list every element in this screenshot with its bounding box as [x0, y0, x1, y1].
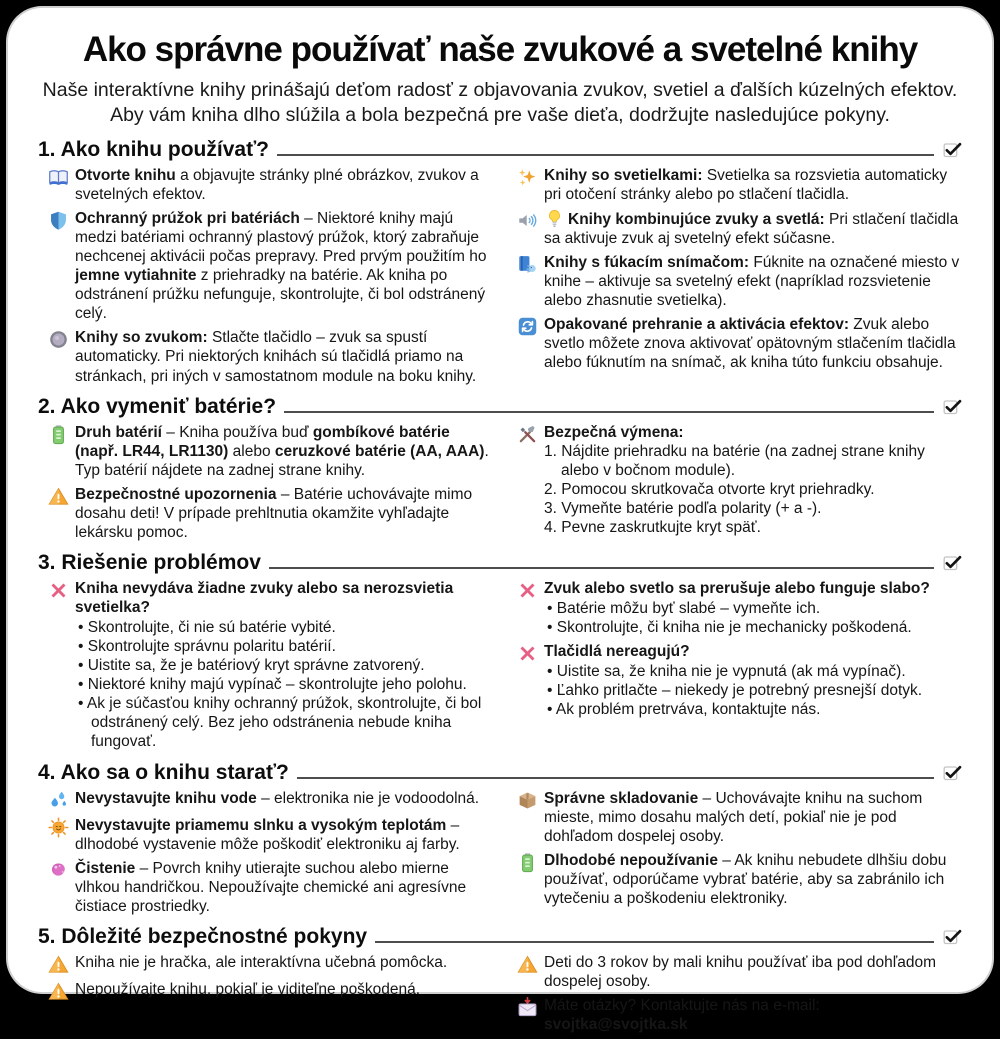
battery-icon: [517, 852, 538, 873]
item-text: Knihy kombinujúce zvuky a svetlá: Pri stlačení tlačidla sa aktivuje zvuk aj svetelný efekt súčasne.: [544, 211, 959, 248]
bullet-list: [544, 599, 962, 637]
instruction-item: [48, 423, 493, 480]
instruction-item: [517, 209, 962, 248]
instruction-item: [48, 209, 493, 323]
repeat-icon: [517, 316, 538, 337]
section-divider: [269, 551, 934, 569]
section-title: 2. Ako vymeniť batérie?: [38, 394, 277, 418]
checkbox-check-icon: [942, 396, 962, 416]
section-title: 5. Dôležité bezpečnostné pokyny: [38, 924, 368, 948]
section-divider: [297, 761, 934, 779]
section: [38, 925, 962, 1039]
column: [38, 166, 493, 391]
warning-icon: [48, 954, 69, 975]
instruction-item: [517, 953, 962, 991]
sun-face-icon: [48, 817, 69, 838]
column: [507, 789, 962, 921]
section-divider: [284, 395, 934, 413]
item-text: Čistenie – Povrch knihy utierajte suchou alebo mierne vlhkou handričkou. Nepoužívajte chemické ani agresívne čistiace prostriedky.: [75, 859, 467, 915]
sections: [38, 138, 962, 1039]
column: [507, 423, 962, 547]
instruction-item: [48, 485, 493, 542]
section-columns: [38, 953, 962, 1039]
warning-icon: [517, 954, 538, 975]
section-divider: [375, 925, 934, 943]
bullet-item: • Uistite sa, že je batériový kryt správne zatvorený.: [78, 656, 493, 675]
item-text: Bezpečná výmena: 1. Nájdite priehradku na batérie (na zadnej strane knihy alebo v bočnom module). 2. Pomocou skrutkovača otvorte kryt priehradky. 3. Vymeňte batérie podľa polarity (+ a -). 4. Pevne zaskrutkujte kryt späť.: [544, 423, 962, 537]
checkbox-check-icon: [942, 139, 962, 159]
open-book-icon: [48, 167, 69, 188]
column: [38, 789, 493, 921]
step-item: 1. Nájdite priehradku na batérie (na zadnej strane knihy alebo v bočnom module).: [544, 442, 925, 479]
bullet-item: • Skontrolujte, či nie sú batérie vybité.: [78, 618, 493, 637]
item-text: Knihy so svetielkami: Svetielka sa rozsvietia automaticky pri otočení stránky alebo po stlačení tlačidla.: [544, 166, 948, 203]
item-text: Druh batérií – Kniha používa buď gombíkové batérie (např. LR44, LR1130) alebo ceruzkové batérie (AA, AAA). Typ batérií nájdete na zadnej strane knihy.: [75, 423, 489, 479]
step-item: 4. Pevne zaskrutkujte kryt späť.: [544, 518, 761, 536]
tools-icon: [517, 424, 538, 445]
error-cross-icon: [517, 643, 538, 664]
checkbox-check-icon: [942, 552, 962, 572]
checkbox-check-icon: [942, 762, 962, 782]
box-icon: [517, 790, 538, 811]
section-title: 3. Riešenie problémov: [38, 550, 261, 574]
checkbox-check-icon: [942, 926, 962, 946]
water-drops-icon: [48, 790, 69, 811]
section-heading-row: [38, 925, 962, 949]
page-title: Ako správne používať naše zvukové a svetelné knihy: [82, 30, 918, 69]
item-text: Správne skladovanie – Uchovávajte knihu na suchom mieste, mimo dosahu malých detí, pokiaľ nie je pod dohľadom dospelej osoby.: [544, 789, 923, 845]
item-text: Bezpečnostné upozornenia – Batérie uchovávajte mimo dosahu deti! V prípade prehltnutia okamžite vyhľadajte lekársku pomoc.: [75, 485, 473, 541]
instruction-item: [517, 315, 962, 372]
instruction-item: [517, 166, 962, 204]
bullet-list: [544, 662, 962, 719]
bullet-item: • Skontrolujte správnu polaritu batérií.: [78, 637, 493, 656]
instruction-item: [517, 789, 962, 846]
blow-sensor-icon: [517, 254, 538, 275]
section-heading-row: [38, 761, 962, 785]
section-columns: [38, 166, 962, 391]
section-heading-row: [38, 551, 962, 575]
bullet-item: • Ak je súčasťou knihy ochranný prúžok, skontrolujte, či bol odstránený celý. Bez jeho odstránenia nebude kniha fungovať.: [78, 694, 493, 751]
section: [38, 551, 962, 757]
section-heading-row: [38, 138, 962, 162]
instruction-item: [48, 859, 493, 916]
item-text: Nevystavujte knihu vode – elektronika nie je vodoodolná.: [75, 789, 480, 807]
column: [507, 166, 962, 391]
instruction-item: [48, 579, 493, 752]
item-text: Dlhodobé nepoužívanie – Ak knihu nebudete dlhšiu dobu používať, odporúčame vybrať batérie, aby sa zabránilo ich vytečeniu a poškodeniu elektroniky.: [544, 851, 947, 907]
bullet-list: [75, 618, 493, 751]
instruction-item: [48, 789, 493, 811]
item-text: Knihy so zvukom: Stlačte tlačidlo – zvuk sa spustí automaticky. Pri niektorých knihách sú tlačidlá priamo na stránkach, pri iných v samostatnom module na boku knihy.: [75, 329, 477, 385]
sound-button-icon: [48, 329, 69, 350]
instruction-item: [517, 642, 962, 719]
item-text: Máte otázky? Kontaktujte nás na e-mail: svojtka@svojtka.sk: [544, 996, 820, 1034]
page-subtitle: Naše interaktívne knihy prinášajú deťom radosť z objavovania zvukov, svetiel a ďalších kúzelných efektov. Aby vám kniha dlho slúžila a bola bezpečná pre vaše dieťa, dodržujte nasledujúce pokyny.: [42, 79, 958, 126]
column: [38, 423, 493, 547]
step-item: 3. Vymeňte batérie podľa polarity (+ a -).: [544, 499, 822, 517]
instruction-item: [517, 253, 962, 310]
item-text: Opakované prehranie a aktivácia efektov: Zvuk alebo svetlo môžete znova aktivovať opätovným stlačením tlačidla alebo fúknutím na snímač, ak kniha túto funkciu obsahuje.: [544, 316, 956, 372]
battery-icon: [48, 424, 69, 445]
section-columns: [38, 579, 962, 757]
item-text: Deti do 3 rokov by mali knihu používať iba pod dohľadom dospelej osoby.: [544, 953, 937, 990]
speaker-icon: [517, 210, 538, 231]
column: [507, 579, 962, 757]
section-heading-row: [38, 395, 962, 419]
item-text: Knihy s fúkacím snímačom: Fúknite na označené miesto v knihe – aktivuje sa svetelný efekt (napríklad rozsvietenie alebo zhasnutie svetielka).: [544, 254, 960, 310]
section-divider: [277, 138, 934, 156]
step-item: 2. Pomocou skrutkovača otvorte kryt priehradky.: [544, 480, 875, 498]
instruction-item: [48, 166, 493, 204]
envelope-icon: [517, 997, 538, 1018]
item-text: Nevystavujte priamemu slnku a vysokým teplotám – dlhodobé vystavenie môže poškodiť elektroniku aj farby.: [75, 816, 460, 853]
error-cross-icon: [48, 580, 69, 601]
section-title: 4. Ako sa o knihu starať?: [38, 760, 289, 784]
section-title: 1. Ako knihu používať?: [38, 137, 269, 161]
instruction-sheet: [8, 8, 992, 1034]
item-text: Ochranný prúžok pri batériách – Niektoré knihy majú medzi batériami ochranný plastový prúžok, ktorý zabraňuje nechcenej aktivácii počas prepravy. Pred prvým použitím ho jemne vytiahnite z priehradky na batérie. Ak kniha po odstránení prúžku nefunguje, skontrolujte, či bol odstránený celý.: [75, 210, 487, 323]
column: [38, 579, 493, 757]
error-cross-icon: [517, 580, 538, 601]
column: [507, 953, 962, 1039]
item-text: Kniha nie je hračka, ale interaktívna učebná pomôcka.: [75, 953, 448, 971]
section-columns: [38, 789, 962, 921]
item-text: Tlačidlá nereagujú? • Uistite sa, že kniha nie je vypnutá (ak má vypínač). • Ľahko pritlačte – niekedy je potrebný presnejší dotyk. • Ak problém pretrváva, kontaktujte nás.: [544, 642, 962, 719]
shield-icon: [48, 210, 69, 231]
lightbulb-icon: [545, 209, 564, 228]
section: [38, 138, 962, 391]
warning-icon: [48, 981, 69, 1002]
section: [38, 761, 962, 921]
instruction-item: [48, 980, 493, 1002]
instruction-item: [48, 953, 493, 975]
sponge-icon: [48, 860, 69, 881]
item-text: Nepoužívajte knihu, pokiaľ je viditeľne poškodená.: [75, 980, 421, 998]
instruction-item: [48, 328, 493, 385]
section: [38, 395, 962, 547]
section-columns: [38, 423, 962, 547]
instruction-item: [517, 996, 962, 1034]
warning-icon: [48, 486, 69, 507]
bullet-item: • Ľahko pritlačte – niekedy je potrebný presnejší dotyk.: [547, 681, 962, 700]
item-text: Kniha nevydáva žiadne zvuky alebo sa nerozsvietia svetielka? • Skontrolujte, či nie sú batérie vybité. • Skontrolujte správnu polaritu batérií. • Uistite sa, že je batériový kryt správne zatvorený. • Niektoré knihy majú vypínač – skontrolujte jeho polohu. • Ak je súčasťou knihy ochranný prúžok, skontrolujte, či bol odstránený celý. Bez jeho odstránenia nebude kniha fungovať.: [75, 579, 493, 752]
item-text: Otvorte knihu a objavujte stránky plné obrázkov, zvukov a svetelných efektov.: [75, 166, 479, 203]
bullet-item: • Skontrolujte, či kniha nie je mechanicky poškodená.: [547, 618, 962, 637]
instruction-item: [517, 579, 962, 637]
instruction-item: [517, 851, 962, 908]
instruction-item: [48, 816, 493, 854]
item-text: Zvuk alebo svetlo sa prerušuje alebo funguje slabo? • Batérie môžu byť slabé – vymeňte ich. • Skontrolujte, či kniha nie je mechanicky poškodená.: [544, 579, 962, 637]
bullet-item: • Ak problém pretrváva, kontaktujte nás.: [547, 700, 962, 719]
sparkles-icon: [517, 167, 538, 188]
bullet-item: • Batérie môžu byť slabé – vymeňte ich.: [547, 599, 962, 618]
column: [38, 953, 493, 1039]
bullet-item: • Uistite sa, že kniha nie je vypnutá (ak má vypínač).: [547, 662, 962, 681]
bullet-item: • Niektoré knihy majú vypínač – skontrolujte jeho polohu.: [78, 675, 493, 694]
instruction-item: [517, 423, 962, 537]
step-list: [544, 442, 962, 537]
